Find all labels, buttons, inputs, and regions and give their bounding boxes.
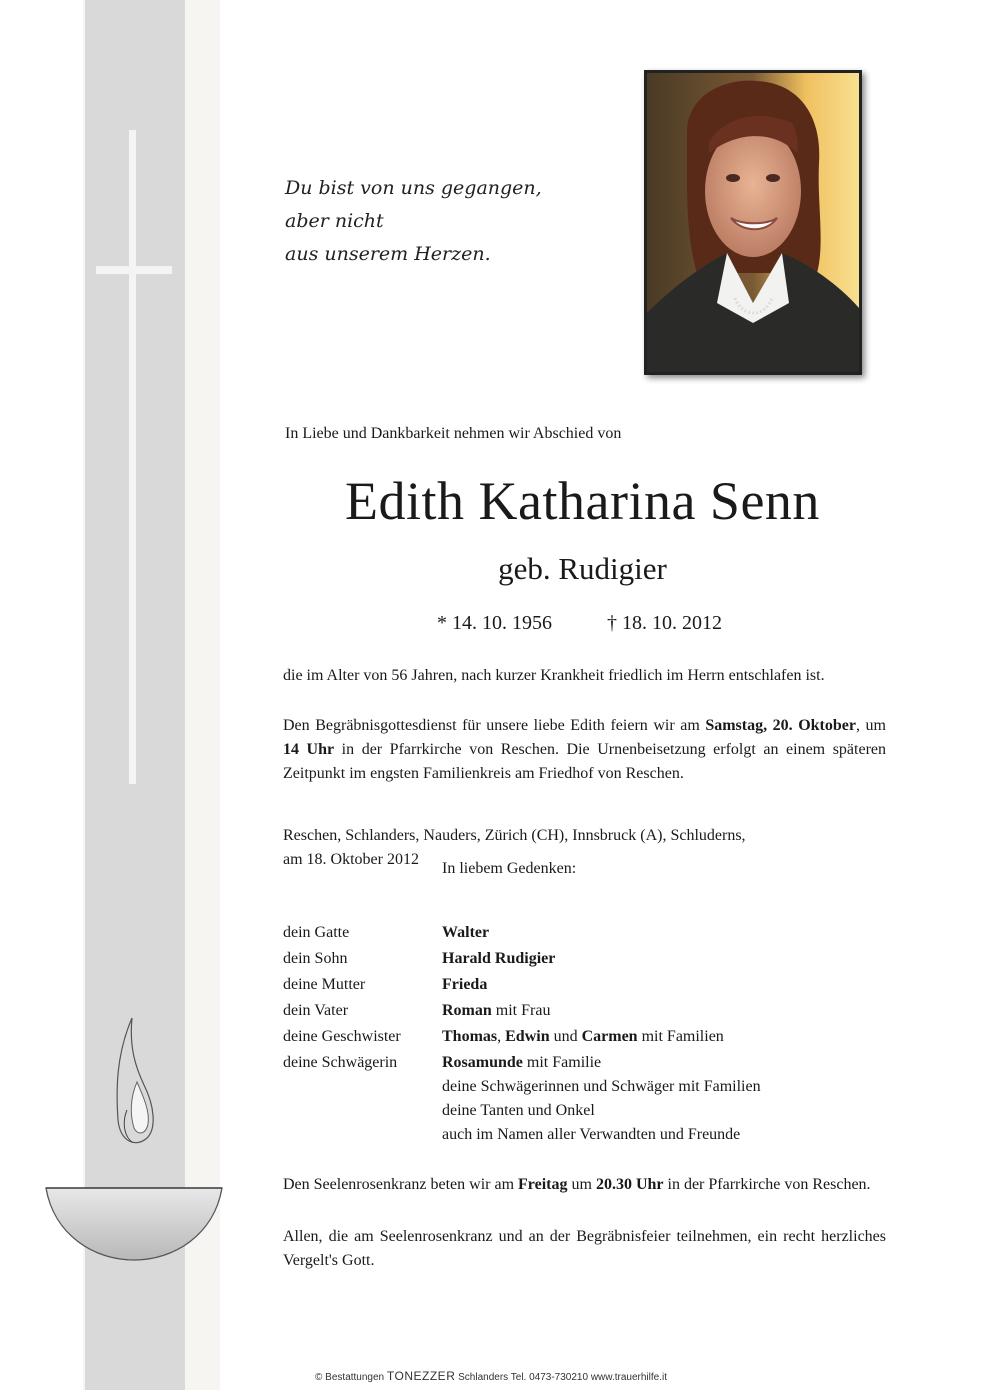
text-segment: Den Begräbnisgottesdienst für unsere liebe Edith feiern wir am bbox=[283, 717, 706, 734]
cross-icon bbox=[129, 130, 136, 784]
birth-date: * 14. 10. 1956 bbox=[437, 612, 552, 634]
extra-mourner: deine Schwägerinnen und Schwäger mit Familien bbox=[442, 1078, 761, 1095]
portrait-photo bbox=[647, 73, 859, 372]
funeral-time: 14 Uhr bbox=[283, 741, 335, 758]
quote-line: aber nicht bbox=[285, 210, 384, 232]
mourner-relation: dein Gatte bbox=[283, 924, 350, 941]
cross-crossbar bbox=[96, 266, 172, 274]
memorial-quote bbox=[285, 172, 542, 271]
mourner-name bbox=[442, 976, 487, 994]
mourner-name bbox=[442, 950, 555, 968]
mourner-suffix: mit Familie bbox=[522, 1054, 602, 1071]
siblings-names bbox=[442, 1028, 724, 1046]
mourner-relation: dein Vater bbox=[283, 1002, 349, 1019]
death-date: † 18. 10. 2012 bbox=[607, 612, 722, 634]
mourner-relation: deine Mutter bbox=[283, 976, 366, 993]
mourner-suffix: mit Familien bbox=[637, 1028, 724, 1045]
mourner-name bbox=[442, 1054, 601, 1072]
intro-text: In Liebe und Dankbarkeit nehmen wir Abschied von bbox=[285, 425, 622, 442]
sibling-name: Carmen bbox=[581, 1028, 638, 1045]
places-paragraph bbox=[283, 824, 886, 872]
footer bbox=[0, 1369, 982, 1383]
sibling-name: Edwin bbox=[505, 1028, 550, 1045]
mourner-suffix: mit Frau bbox=[491, 1002, 551, 1019]
mourner-name-bold: Harald Rudigier bbox=[442, 950, 556, 967]
mourner-name bbox=[442, 924, 489, 942]
footer-brand: TONEZZER bbox=[386, 1369, 456, 1383]
mourner-name bbox=[442, 1002, 550, 1020]
funeral-date: Samstag, 20. Oktober bbox=[705, 717, 856, 734]
footer-prefix: © Bestattungen bbox=[315, 1372, 387, 1383]
footer-contact: Schlanders Tel. 0473-730210 www.trauerhilfe.it bbox=[455, 1372, 667, 1383]
text-segment: , um bbox=[855, 717, 886, 734]
rosary-day: Freitag bbox=[518, 1176, 568, 1193]
extra-mourner: deine Tanten und Onkel bbox=[442, 1102, 595, 1119]
text-segment: Den Seelenrosenkranz beten wir am bbox=[283, 1176, 519, 1193]
mourner-name-bold: Rosamunde bbox=[442, 1054, 523, 1071]
quote-line: Du bist von uns gegangen, bbox=[285, 177, 542, 199]
deceased-name: Edith Katharina Senn bbox=[345, 471, 820, 531]
separator: und bbox=[549, 1028, 582, 1045]
text-segment: in der Pfarrkirche von Reschen. bbox=[663, 1176, 871, 1193]
thanks-paragraph: Allen, die am Seelenrosenkranz und an der Begräbnisfeier teilnehmen, ein recht herzliches Vergelt's Gott. bbox=[283, 1228, 886, 1269]
maiden-name: geb. Rudigier bbox=[498, 551, 667, 586]
funeral-paragraph bbox=[283, 714, 886, 786]
places-line: Reschen, Schlanders, Nauders, Zürich (CH), Innsbruck (A), Schluderns, bbox=[283, 827, 746, 844]
rosary-paragraph bbox=[283, 1173, 886, 1197]
extra-mourner: auch im Namen aller Verwandten und Freunde bbox=[442, 1126, 741, 1143]
quote-line: aus unserem Herzen. bbox=[285, 243, 491, 265]
candle-flame-icon bbox=[44, 1010, 224, 1150]
mourner-relation: deine Geschwister bbox=[283, 1028, 401, 1045]
mourner-name-bold: Roman bbox=[442, 1002, 492, 1019]
passing-paragraph: die im Alter von 56 Jahren, nach kurzer Krankheit friedlich im Herrn entschlafen ist. bbox=[283, 667, 825, 684]
text-segment: in der Pfarrkirche von Reschen. Die Urnenbeisetzung erfolgt an einem späteren Zeitpunkt im engsten Familienkreis am Friedhof von Reschen. bbox=[283, 741, 886, 782]
mourner-relation: dein Sohn bbox=[283, 950, 348, 967]
mourner-relation: deine Schwägerin bbox=[283, 1054, 398, 1071]
separator: , bbox=[497, 1028, 506, 1045]
text-segment: um bbox=[567, 1176, 596, 1193]
date-line: am 18. Oktober 2012 bbox=[283, 851, 419, 868]
sibling-name: Thomas bbox=[442, 1028, 498, 1045]
mourner-name-bold: Frieda bbox=[442, 976, 488, 993]
bowl-icon bbox=[44, 1180, 224, 1265]
in-memory-heading: In liebem Gedenken: bbox=[442, 860, 577, 877]
mourner-name-bold: Walter bbox=[442, 924, 490, 941]
rosary-time: 20.30 Uhr bbox=[595, 1176, 664, 1193]
